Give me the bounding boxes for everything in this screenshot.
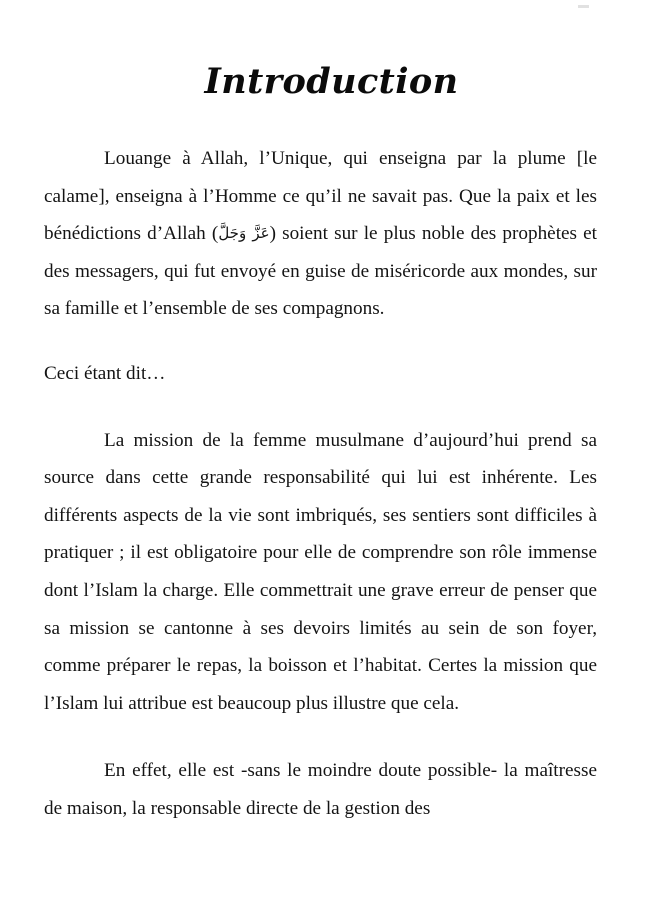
page-header-artifact (578, 5, 589, 8)
paragraph-praise (44, 140, 597, 328)
document-body (44, 140, 597, 828)
paragraph-praise-text-before: Louange à Allah, l’Unique, qui enseigna par la plume [le calame], enseigna à l’Homme ce qu’il ne savait pas. Que la paix et les bénédictions d’Allah ( (44, 148, 597, 245)
paragraph-mission: La mission de la femme musulmane d’aujourd’hui prend sa source dans cette grande responsabilité qui lui est inhérente. Les différents aspects de la vie sont imbriqués, ses sentiers sont difficiles à pratiquer ; il est obligatoire pour elle de comprendre son rôle immense dont l’Islam la charge. Elle commettrait une grave erreur de penser que sa mission se cantonne à ses devoirs limités au sein de son foyer, comme préparer le repas, la boisson et l’habitat. Certes la mission que l’Islam lui attribue est beaucoup plus illustre que cela. (44, 429, 597, 714)
paragraph-transition: Ceci étant dit… (44, 362, 166, 384)
paragraph-mistress-of-house: En effet, elle est -sans le moindre doute possible- la maîtresse de maison, la responsable directe de la gestion des (44, 760, 597, 819)
page-title: Introduction (204, 61, 459, 103)
arabic-honorific-azza-wa-jall: عَزَّ وَجَلَّ (218, 224, 270, 243)
paragraph-praise-text-after: ) soient sur le plus noble des prophètes et des messagers, qui fut envoyé en guise de miséricorde aux mondes, sur sa famille et l’ensemble de ses compagnons. (44, 223, 598, 320)
